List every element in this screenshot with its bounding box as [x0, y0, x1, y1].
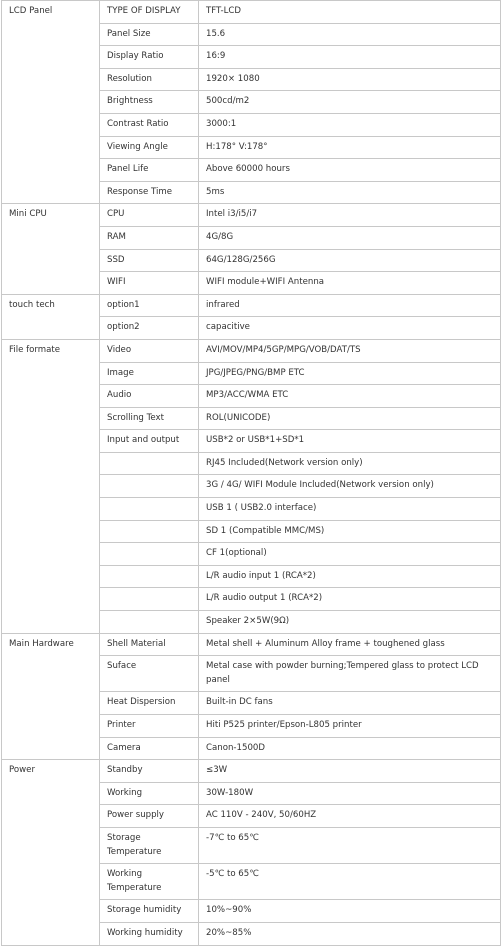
spec-value-cell: 500cd/m2: [199, 91, 501, 114]
spec-label-cell: [100, 452, 199, 475]
spec-label-cell: Panel Life: [100, 159, 199, 182]
category-cell: LCD Panel: [2, 1, 100, 204]
spec-value-cell: -7℃ to 65℃: [199, 827, 501, 863]
spec-label-cell: WIFI: [100, 272, 199, 295]
spec-label-cell: Display Ratio: [100, 46, 199, 69]
spec-label-cell: Response Time: [100, 181, 199, 204]
spec-label-cell: Suface: [100, 656, 199, 692]
spec-value-cell: Speaker 2×5W(9Ω): [199, 611, 501, 634]
spec-value-cell: USB 1 ( USB2.0 interface): [199, 498, 501, 521]
spec-label-cell: Working: [100, 782, 199, 805]
spec-row: [2, 760, 501, 783]
spec-value-cell: infrared: [199, 294, 501, 317]
spec-label-cell: Storage humidity: [100, 900, 199, 923]
spec-value-cell: capacitive: [199, 317, 501, 340]
spec-label-cell: Input and output: [100, 430, 199, 453]
spec-label-cell: Standby: [100, 760, 199, 783]
spec-value-cell: WIFI module+WIFI Antenna: [199, 272, 501, 295]
spec-value-cell: Intel i3/i5/i7: [199, 204, 501, 227]
spec-label-cell: option1: [100, 294, 199, 317]
spec-label-cell: Brightness: [100, 91, 199, 114]
spec-label-cell: option2: [100, 317, 199, 340]
spec-value-cell: 15.6: [199, 23, 501, 46]
spec-value-cell: H:178° V:178°: [199, 136, 501, 159]
spec-row: [2, 633, 501, 656]
spec-value-cell: Canon-1500D: [199, 737, 501, 760]
spec-label-cell: [100, 611, 199, 634]
category-cell: Main Hardware: [2, 633, 100, 760]
spec-label-cell: Resolution: [100, 68, 199, 91]
spec-label-cell: Panel Size: [100, 23, 199, 46]
spec-label-cell: Heat Dispersion: [100, 692, 199, 715]
spec-label-cell: Storage Temperature: [100, 827, 199, 863]
category-cell: touch tech: [2, 294, 100, 339]
spec-value-cell: Above 60000 hours: [199, 159, 501, 182]
category-cell: File formate: [2, 339, 100, 633]
spec-label-cell: [100, 565, 199, 588]
spec-row: [2, 204, 501, 227]
spec-value-cell: TFT-LCD: [199, 1, 501, 24]
spec-value-cell: ROL(UNICODE): [199, 407, 501, 430]
spec-value-cell: 3000:1: [199, 113, 501, 136]
spec-label-cell: CPU: [100, 204, 199, 227]
spec-label-cell: [100, 520, 199, 543]
spec-label-cell: Video: [100, 339, 199, 362]
spec-label-cell: TYPE OF DISPLAY: [100, 1, 199, 24]
spec-value-cell: L/R audio output 1 (RCA*2): [199, 588, 501, 611]
spec-value-cell: MP3/ACC/WMA ETC: [199, 385, 501, 408]
spec-value-cell: 64G/128G/256G: [199, 249, 501, 272]
spec-label-cell: Working humidity: [100, 922, 199, 945]
spec-value-cell: 5ms: [199, 181, 501, 204]
spec-value-cell: -5℃ to 65℃: [199, 864, 501, 900]
spec-value-cell: 30W-180W: [199, 782, 501, 805]
spec-label-cell: Shell Material: [100, 633, 199, 656]
spec-value-cell: ≤3W: [199, 760, 501, 783]
spec-value-cell: 16:9: [199, 46, 501, 69]
spec-value-cell: AVI/MOV/MP4/5GP/MPG/VOB/DAT/TS: [199, 339, 501, 362]
spec-value-cell: 1920× 1080: [199, 68, 501, 91]
category-cell: Power: [2, 760, 100, 945]
spec-value-cell: 10%~90%: [199, 900, 501, 923]
spec-value-cell: 20%~85%: [199, 922, 501, 945]
spec-value-cell: Metal shell + Aluminum Alloy frame + toughened glass: [199, 633, 501, 656]
spec-label-cell: Audio: [100, 385, 199, 408]
spec-value-cell: L/R audio input 1 (RCA*2): [199, 565, 501, 588]
spec-row: [2, 294, 501, 317]
spec-label-cell: [100, 543, 199, 566]
spec-row: [2, 339, 501, 362]
spec-label-cell: SSD: [100, 249, 199, 272]
spec-label-cell: Viewing Angle: [100, 136, 199, 159]
spec-label-cell: [100, 588, 199, 611]
spec-row: [2, 1, 501, 24]
spec-value-cell: Built-in DC fans: [199, 692, 501, 715]
spec-label-cell: [100, 475, 199, 498]
spec-value-cell: 3G / 4G/ WIFI Module Included(Network version only): [199, 475, 501, 498]
spec-value-cell: AC 110V - 240V, 50/60HZ: [199, 805, 501, 828]
category-cell: Mini CPU: [2, 204, 100, 294]
spec-value-cell: RJ45 Included(Network version only): [199, 452, 501, 475]
spec-value-cell: USB*2 or USB*1+SD*1: [199, 430, 501, 453]
spec-label-cell: Image: [100, 362, 199, 385]
spec-value-cell: 4G/8G: [199, 226, 501, 249]
spec-label-cell: Printer: [100, 715, 199, 738]
spec-label-cell: Power supply: [100, 805, 199, 828]
spec-value-cell: JPG/JPEG/PNG/BMP ETC: [199, 362, 501, 385]
spec-table: [1, 0, 501, 946]
spec-label-cell: Camera: [100, 737, 199, 760]
spec-value-cell: SD 1 (Compatible MMC/MS): [199, 520, 501, 543]
spec-label-cell: [100, 498, 199, 521]
spec-label-cell: Working Temperature: [100, 864, 199, 900]
spec-value-cell: Metal case with powder burning;Tempered glass to protect LCD panel: [199, 656, 501, 692]
spec-value-cell: CF 1(optional): [199, 543, 501, 566]
spec-table-body: [2, 1, 501, 946]
spec-value-cell: Hiti P525 printer/Epson-L805 printer: [199, 715, 501, 738]
spec-label-cell: Scrolling Text: [100, 407, 199, 430]
spec-label-cell: Contrast Ratio: [100, 113, 199, 136]
spec-label-cell: RAM: [100, 226, 199, 249]
